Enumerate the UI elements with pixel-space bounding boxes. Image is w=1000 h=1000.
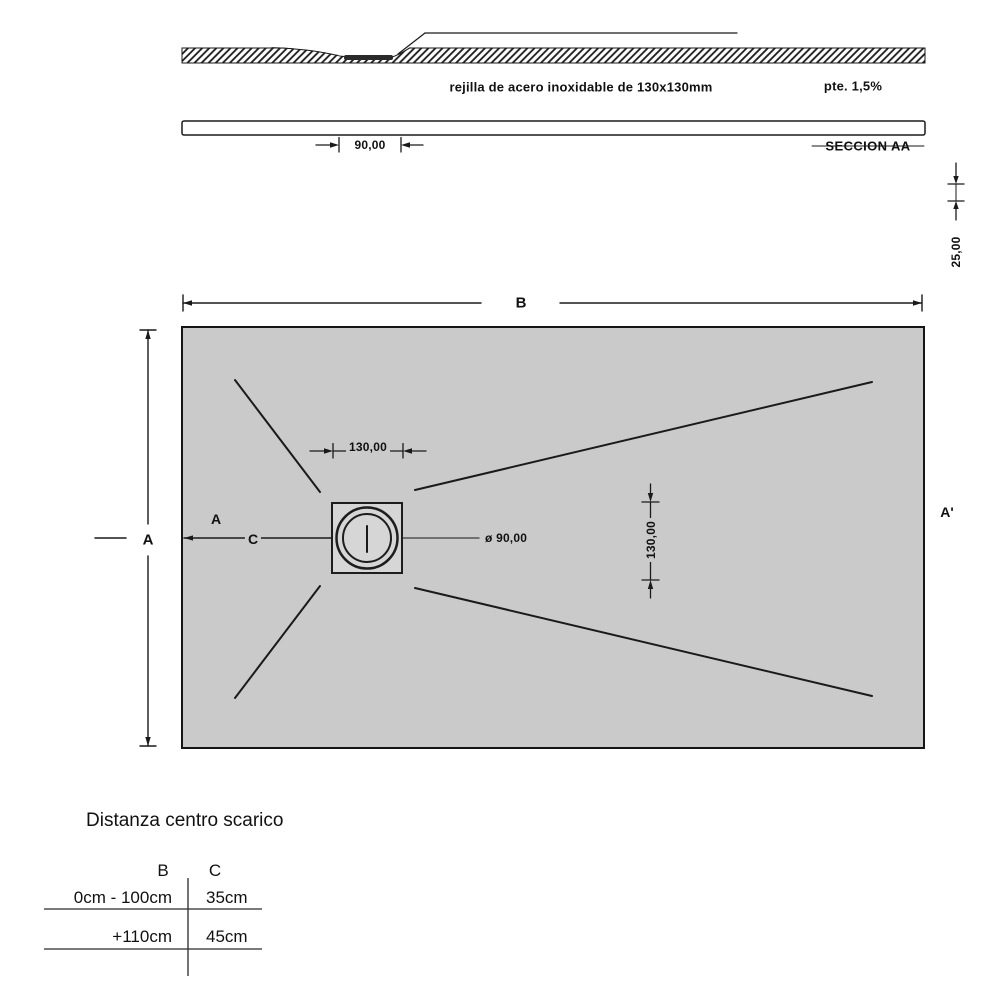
dim-25-graphics: [948, 163, 964, 220]
slope-note: pte. 1,5%: [823, 78, 883, 94]
dim-90-value: 90,00: [351, 138, 388, 152]
grate-note: rejilla de acero inoxidable de 130x130mm: [449, 79, 713, 95]
table-header-b: B: [157, 861, 169, 880]
dim-drain-diameter-value: ø 90,00: [485, 531, 528, 545]
section-drain-grate: [344, 55, 393, 60]
dim-a-label: A: [140, 532, 157, 549]
dim-25-value: 25,00: [949, 233, 963, 270]
dim-c-label: C: [245, 531, 261, 547]
section-bottom-slab: [182, 121, 925, 135]
table-row: 45cm: [206, 927, 248, 946]
table-row: 35cm: [206, 888, 248, 907]
dim-b-graphics: [183, 295, 922, 311]
drain: [332, 503, 402, 573]
table-title: Distanza centro scarico: [86, 810, 284, 831]
dim-b-label: B: [513, 295, 530, 312]
table-row: +110cm: [112, 927, 172, 946]
section-cut-start-label: A: [210, 511, 222, 527]
section-cut-end-label: A': [940, 504, 954, 520]
dim-130v-value: 130,00: [644, 518, 658, 562]
dim-130h-value: 130,00: [346, 440, 390, 454]
table-header-c: C: [208, 861, 222, 880]
section-view: [182, 33, 964, 220]
section-hatched-slab: [182, 48, 925, 63]
table-row: 0cm - 100cm: [73, 888, 172, 907]
section-label: SECCION AA: [825, 138, 911, 154]
